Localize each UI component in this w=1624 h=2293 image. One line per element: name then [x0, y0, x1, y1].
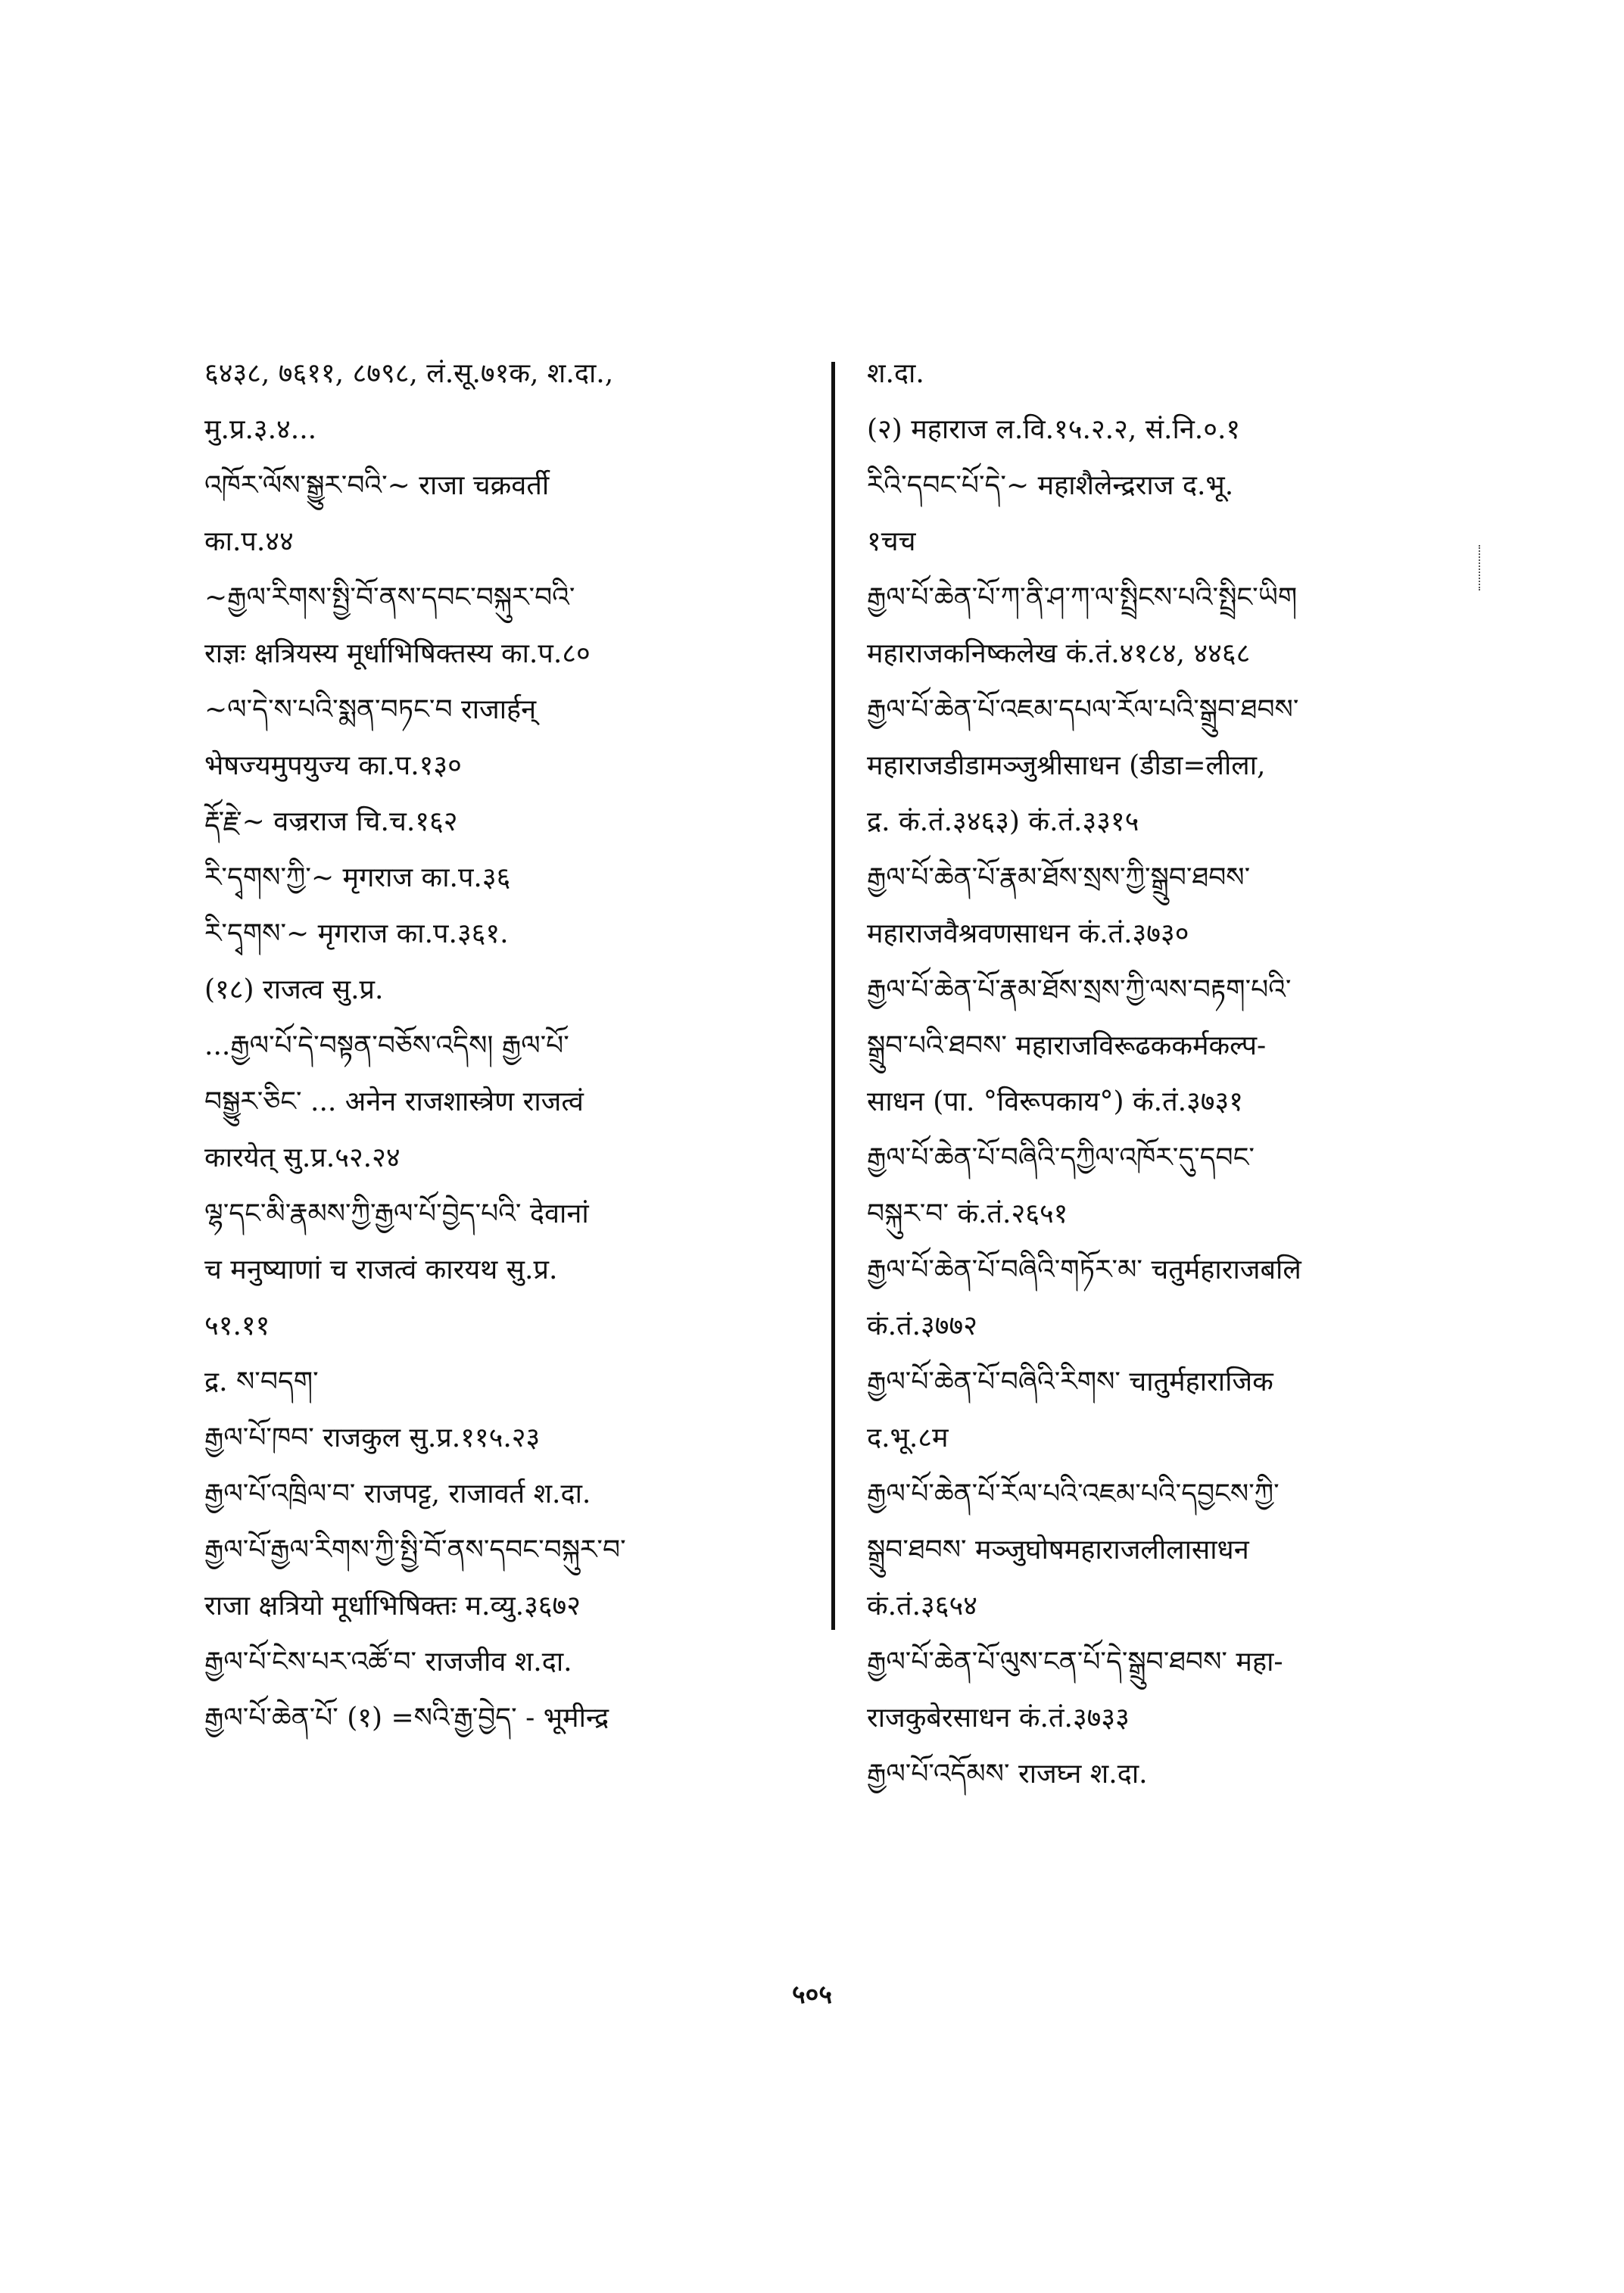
entry-line: कारयेत् सु.प्र.५२.२४ [204, 1142, 401, 1173]
entry-line: རི་དྭགས་ཀྱི་~ मृगराज का.प.३६ [204, 862, 511, 893]
entry-line: साधन (पा. °विरूपकाय°) कं.तं.३७३१ [867, 1086, 1243, 1117]
right-column [867, 356, 1473, 1812]
entry-line: རིའི་དབང་པོ་དེ་~ महाशैलेन्द्रराज द.भू. [867, 470, 1234, 501]
entry-line: राजा क्षत्रियो मूर्धाभिषिक्तः म.व्यु.३६७२ [204, 1590, 581, 1622]
entry-line: རྒྱལ་པོ་ཆེན་པོ་རྣམ་ཐོས་སྲས་ཀྱི་ལས་བརྟག་པའི་ [867, 974, 1292, 1005]
entry-line: རྒྱལ་པོ་ཁབ་ राजकुल सु.प्र.११५.२३ [204, 1422, 541, 1453]
entry-line: འཁོར་ལོས་སྒྱུར་བའི་~ राजा चक्रवर्ती [204, 470, 550, 501]
entry-line: भेषज्यमुपयुज्य का.प.१३० [204, 750, 462, 781]
entry-line: རྒྱལ་པོ་རྒྱལ་རིགས་ཀྱི་སྤྱི་བོ་ནས་དབང་བསྐུར་བ་ [204, 1534, 626, 1566]
entry-line: རྒྱལ་པོ་འདོམས་ राजघ्न श.दा. [867, 1759, 1148, 1790]
entry-line: ६४३८, ७६११, ८७९८, लं.सू.७१क, श.दा., [204, 358, 614, 389]
entry-line: (१८) राजत्व सु.प्र. [204, 974, 384, 1005]
page-number: ५०५ [791, 1980, 833, 2010]
margin-mark [1479, 545, 1480, 590]
entry-line: महाराजवैश्रवणसाधन कं.तं.३७३० [867, 918, 1189, 949]
entry-line: १चच [867, 526, 916, 557]
entry-line: སྒྲུབ་ཐབས་ मञ्जुघोषमहाराजलीलासाधन [867, 1534, 1249, 1566]
column-divider [831, 362, 835, 1630]
entry-line: སྒྲུབ་པའི་ཐབས་ महाराजविरूढककर्मकल्प- [867, 1030, 1267, 1061]
entry-line: ~ལ་དེ་ས་པའི་སྨན་བཏང་བ राजार्हन् [204, 694, 537, 725]
left-column [204, 356, 818, 1756]
entry-line: कं.तं.३७७२ [867, 1310, 977, 1341]
entry-line: का.प.४४ [204, 526, 294, 557]
entry-line: च मनुष्याणां च राजत्वं कारयथ सु.प्र. [204, 1254, 558, 1285]
entry-line: ५१.११ [204, 1310, 270, 1341]
entry-line: महाराजकनिष्कलेख कं.तं.४१८४, ४४६८ [867, 638, 1251, 669]
entry-line: རི་དྭགས་~ मृगराज का.प.३६१. [204, 918, 509, 949]
entry-line: श.दा. [867, 358, 924, 389]
entry-line: རྒྱལ་པོ་ཆེན་པོ་བཞིའི་དཀྱིལ་འཁོར་དུ་དབང་ [867, 1142, 1255, 1173]
entry-line: རྡོ་རྗེ་~ वज्रराज चि.च.१६२ [204, 806, 458, 837]
entry-line: द.भू.८म [867, 1422, 949, 1453]
entry-line: राज्ञः क्षत्रियस्य मूर्धाभिषिक्तस्य का.प.८० [204, 638, 591, 669]
entry-line: བསྐུར་བ་ कं.तं.२६५१ [867, 1198, 1068, 1229]
entry-line: द्र. ས་བདག་ [204, 1366, 319, 1397]
entry-line: རྒྱལ་པོ་ཆེན་པོ་འཇམ་དཔལ་རོལ་པའི་སྒྲུབ་ཐབས་ [867, 694, 1299, 725]
entry-line: राजकुबेरसाधन कं.तं.३७३३ [867, 1703, 1130, 1734]
entry-line: བསྒྱུར་ཅིང་ ... अनेन राजशास्त्रेण राजत्वं [204, 1086, 584, 1117]
entry-line: རྒྱལ་པོ་འཁྲིལ་བ་ राजपट्ट, राजावर्त श.दा. [204, 1478, 591, 1509]
entry-line: मु.प्र.३.४... [204, 414, 317, 445]
entry-line: རྒྱལ་པོ་ཆེན་པོ་བཞིའི་རིགས་ चातुर्महाराजिक [867, 1366, 1273, 1397]
entry-line: རྒྱལ་པོ་ཆེན་པོ་རོལ་པའི་འཇམ་པའི་དབྱངས་ཀྱི་ [867, 1478, 1280, 1509]
entry-line: महाराजडीडामञ्जुश्रीसाधन (डीडा=लीला, [867, 750, 1266, 781]
entry-line: ~རྒྱལ་རིགས་སྤྱི་བོ་ནས་དབང་བསྐུར་བའི་ [204, 582, 575, 613]
entry-line: རྒྱལ་པོ་ཆེན་པོ་བཞིའི་གཏོར་མ་ चतुर्महाराजबलि [867, 1254, 1301, 1285]
entry-line: རྒྱལ་པོ་ཆེན་པོ་ཀ་ནི་ཤ་ཀ་ལ་སྤྲིངས་པའི་སྤྲིང་ཡིག [867, 582, 1298, 613]
entry-line: རྒྱལ་པོ་ཆེན་པོ་རྣམ་ཐོས་སྲས་ཀྱི་སྒྲུབ་ཐབས་ [867, 862, 1251, 893]
entry-line: (२) महाराज ल.वि.१५.२.२, सं.नि.०.१ [867, 414, 1241, 445]
entry-line: རྒྱལ་པོ་ཆེན་པོ་ (१) =སའི་རྒྱ་བྱེད་ - भूमीन्द्र [204, 1703, 609, 1734]
entry-line: རྒྱལ་པོ་ངེས་པར་འཚོ་བ་ राजजीव श.दा. [204, 1647, 572, 1678]
entry-line: कं.तं.३६५४ [867, 1590, 977, 1622]
entry-line: ལྷ་དང་མི་རྣམས་ཀྱི་རྒྱལ་པོ་བྱེད་པའི་ देवानां [204, 1198, 589, 1229]
entry-line: द्र. कं.तं.३४६३) कं.तं.३३१५ [867, 806, 1139, 837]
entry-line: ...རྒྱལ་པོ་དེ་བསྟན་བཅོས་འདིས། རྒྱལ་པོ་ [204, 1030, 569, 1061]
entry-line: རྒྱལ་པོ་ཆེན་པོ་ལུས་ངན་པོ་དེ་སྒྲུབ་ཐབས་ महा- [867, 1647, 1283, 1678]
